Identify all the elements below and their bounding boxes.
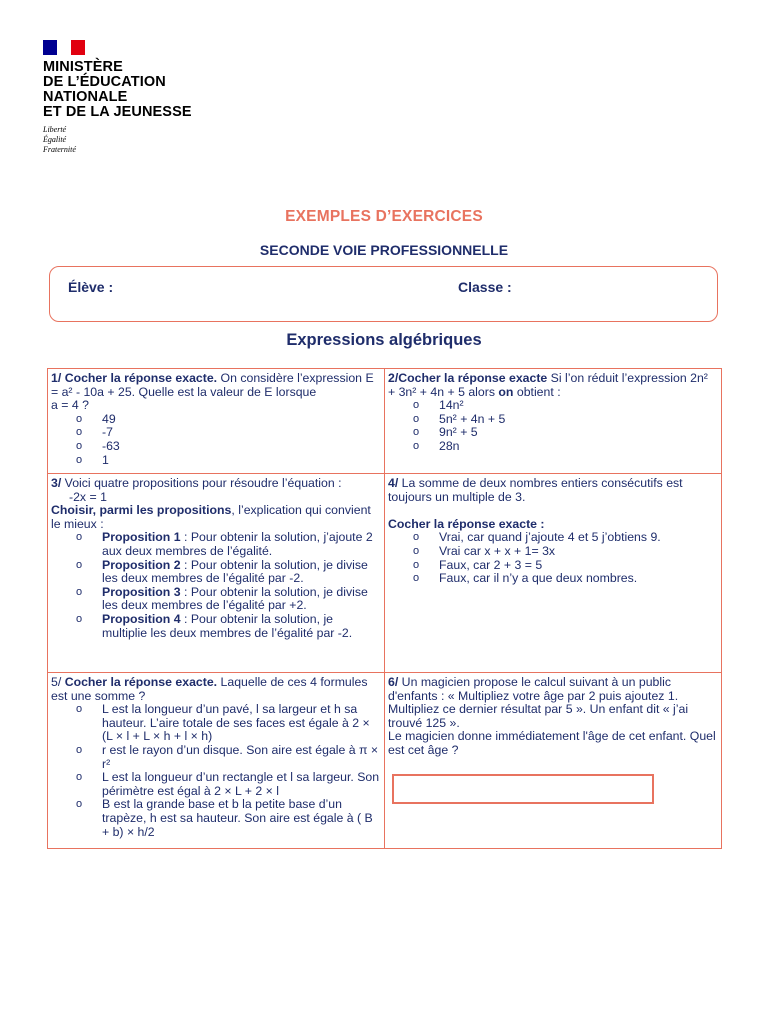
- option-radio[interactable]: o L est la longueur d’un pavé, l sa largeur et h sa hauteur. L’aire totale de ses faces est égale à 2 × (L × l + L × h + l × h): [76, 703, 380, 744]
- option-radio[interactable]: o L est la longueur d’un rectangle et l sa largeur. Son périmètre est égal à 2 × L + 2 × l: [76, 771, 380, 798]
- exercise-5: 5/ Cocher la réponse exacte. Laquelle de ces 4 formules est une somme ? o L est la longueur d’un pavé, l sa largeur et h sa hauteur. L’aire totale de ses faces est égale à 2 × (L × l + L × h + l × h) o r est le rayon d’un disque. Son aire est égale à π × r² o L est la longueur d’un rectangle et l sa largeur. Son périmètre est égal à 2 × L + 2 × l o B est la grande base et b la petite base d’un trapèze, h est sa hauteur. Son aire est égale à ( B + b) × h/2: [48, 673, 385, 849]
- option-radio[interactable]: o 49: [76, 413, 380, 427]
- equation: -2x = 1: [69, 489, 107, 504]
- classe-label: Classe :: [458, 279, 512, 295]
- option-radio[interactable]: o Faux, car 2 + 3 = 5: [413, 559, 717, 573]
- exercise-2-options: [388, 399, 717, 453]
- exercise-5-options: [51, 703, 380, 839]
- option-radio[interactable]: o Faux, car il n’y a que deux nombres.: [413, 572, 717, 586]
- option-radio[interactable]: o 5n² + 4n + 5: [413, 413, 717, 427]
- exercise-3-options: [51, 531, 380, 640]
- exercises-table: [47, 368, 722, 849]
- student-info-box: [49, 266, 718, 322]
- section-title: Expressions algébriques: [286, 331, 482, 349]
- option-radio[interactable]: o 1: [76, 454, 380, 468]
- exercise-4: 4/ La somme de deux nombres entiers consécutifs est toujours un multiple de 3. Cocher la réponse exacte : o Vrai, car quand j’ajoute 4 et 5 j’obtiens 9. o Vrai car x + x + 1= 3x o Faux, car 2 + 3 = 5 o Faux, car il n’y a que deux nombres.: [385, 474, 722, 673]
- option-radio[interactable]: o B est la grande base et b la petite base d’un trapèze, h est sa hauteur. Son aire est égale à ( B + b) × h/2: [76, 798, 380, 839]
- option-radio[interactable]: o Proposition 1 : Pour obtenir la solution, j’ajoute 2 aux deux membres de l’égalité.: [76, 531, 380, 558]
- option-radio[interactable]: o Proposition 3 : Pour obtenir la solution, je divise les deux membres de l’égalité par +2.: [76, 586, 380, 613]
- option-radio[interactable]: o r est le rayon d’un disque. Son aire est égale à π × r²: [76, 744, 380, 771]
- exercise-3: 3/ Voici quatre propositions pour résoudre l’équation : -2x = 1 Choisir, parmi les propositions, l’explication qui convient le mieux : o Proposition 1 : Pour obtenir la solution, j’ajoute 2 aux deux membres de l’égalité. o Proposition 2 : Pour obtenir la solution, je divise les deux membres de l’égalité par -2. o Proposition 3 : Pour obtenir la solution, je divise les deux membres de l’égalité par +2. o Proposition 4 : Pour obtenir la solution, je multiplie les deux membres de l’égalité par -2.: [48, 474, 385, 673]
- option-radio[interactable]: o -63: [76, 440, 380, 454]
- exercise-2: 2/Cocher la réponse exacte Si l’on réduit l’expression 2n² + 3n² + 4n + 5 alors on obtient : o 14n² o 5n² + 4n + 5 o 9n² + 5 o 28n: [385, 369, 722, 474]
- option-radio[interactable]: o 9n² + 5: [413, 426, 717, 440]
- eleve-label: Élève :: [68, 279, 114, 295]
- exercise-6: 6/ Un magicien propose le calcul suivant à un public d'enfants : « Multipliez votre âge par 2 puis ajoutez 1. Multipliez ce dernier résultat par 5 ». Un enfant dit « j’ai trouvé 125 ». Le magicien donne immédiatement l'âge de cet enfant. Quel est cet âge ?: [385, 673, 722, 849]
- page-subtitle: SECONDE VOIE PROFESSIONNELLE: [259, 242, 509, 258]
- option-radio[interactable]: o Vrai, car quand j’ajoute 4 et 5 j’obtiens 9.: [413, 531, 717, 545]
- answer-box[interactable]: [392, 774, 654, 804]
- french-flag-icon: [43, 40, 85, 55]
- ministry-logo: [43, 40, 192, 155]
- exercise-1-options: [51, 413, 380, 467]
- option-radio[interactable]: o Vrai car x + x + 1= 3x: [413, 545, 717, 559]
- republic-motto: Liberté Égalité Fraternité: [43, 125, 76, 154]
- page-title: EXEMPLES D’EXERCICES: [285, 208, 483, 225]
- exercise-4-options: [388, 531, 717, 585]
- ministry-name: MINISTÈRE DE L’ÉDUCATION NATIONALE ET DE LA JEUNESSE: [43, 59, 192, 120]
- option-radio[interactable]: o Proposition 4 : Pour obtenir la solution, je multiplie les deux membres de l’égalité par -2.: [76, 613, 380, 640]
- option-radio[interactable]: o -7: [76, 426, 380, 440]
- option-radio[interactable]: o Proposition 2 : Pour obtenir la solution, je divise les deux membres de l’égalité par -2.: [76, 559, 380, 586]
- option-radio[interactable]: o 28n: [413, 440, 717, 454]
- option-radio[interactable]: o 14n²: [413, 399, 717, 413]
- exercise-1: 1/ Cocher la réponse exacte. On considère l’expression E = a² - 10a + 25. Quelle est la valeur de E lorsque a = 4 ? o 49 o -7 o -63 o 1: [48, 369, 385, 474]
